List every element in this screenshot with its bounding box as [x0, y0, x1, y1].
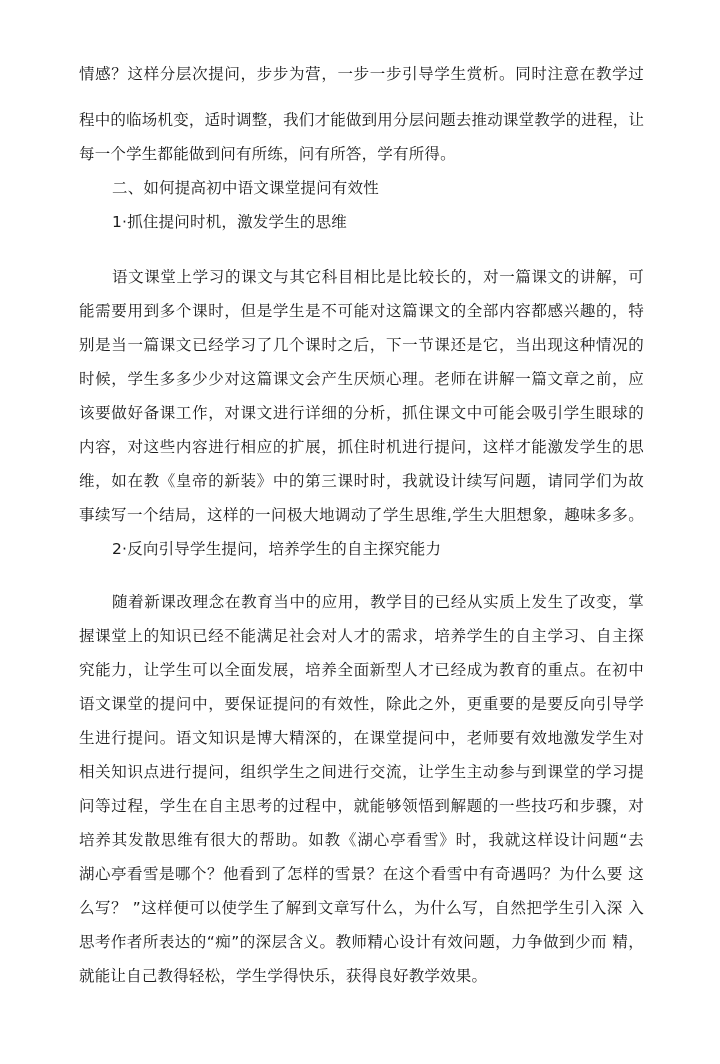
paragraph-line: 时候，学生多多少少对这篇课文会产生厌烦心理。老师在讲解一篇文章之前，应 — [79, 370, 644, 388]
paragraph-line: 培养其发散思维有很大的帮助。如教《湖心亭看雪》时，我就这样设计问题“去 — [79, 831, 644, 849]
paragraph-line: 生进行提问。语文知识是博大精深的，在课堂提问中，老师要有效地激发学生对 — [79, 729, 644, 747]
paragraph-line: 该要做好备课工作，对课文进行详细的分析，抓住课文中可能会吸引学生眼球的 — [79, 404, 644, 422]
subsection-heading: 2·反向引导学生提问，培养学生的自主探究能力 — [112, 540, 442, 558]
paragraph-line: 问等过程，学生在自主思考的过程中，就能够领悟到解题的一些技巧和步骤，对 — [79, 797, 644, 815]
paragraph-line: 事续写一个结局，这样的一问极大地调动了学生思维,学生大胆想象，趣味多多。 — [79, 506, 644, 524]
paragraph-line: 程中的临场机变，适时调整，我们才能做到用分层问题去推动课堂教学的进程，让 — [79, 111, 644, 129]
paragraph-line: 湖心亭看雪是哪个？他看到了怎样的雪景？在这个看雪中有奇遇吗？为什么要 这 — [79, 865, 644, 883]
paragraph-line: 内容，对这些内容进行相应的扩展，抓住时机进行提问，这样才能激发学生的思 — [79, 438, 644, 456]
paragraph-line: 语文课堂的提问中，要保证提问的有效性，除此之外，更重要的是要反向引导学 — [79, 695, 644, 713]
paragraph-line: 别是当一篇课文已经学习了几个课时之后，下一节课还是它，当出现这种情况的 — [79, 336, 644, 354]
paragraph-line: 维，如在教《皇帝的新装》中的第三课时时，我就设计续写问题，请同学们为故 — [79, 472, 644, 490]
paragraph-line: 就能让自己教得轻松，学生学得快乐，获得良好教学效果。 — [79, 967, 488, 985]
paragraph-line: 么写？ ”这样便可以使学生了解到文章写什么，为什么写，自然把学生引入深 入 — [79, 899, 644, 917]
paragraph-line: 每一个学生都能做到问有所练，问有所答，学有所得。 — [79, 145, 456, 163]
paragraph-line: 握课堂上的知识已经不能满足社会对人才的需求，培养学生的自主学习、自主探 — [79, 627, 644, 645]
section-heading: 二、如何提高初中语文课堂提问有效性 — [112, 179, 379, 197]
paragraph-line: 思考作者所表达的“痴”的深层含义。教师精心设计有效问题，力争做到少而 精， — [79, 933, 644, 951]
paragraph-line: 情感？这样分层次提问，步步为营，一步一步引导学生赏析。同时注意在教学过 — [79, 65, 644, 83]
paragraph-line: 相关知识点进行提问，组织学生之间进行交流，让学生主动参与到课堂的学习提 — [79, 763, 644, 781]
paragraph-line: 随着新课改理念在教育当中的应用，教学目的已经从实质上发生了改变，掌 — [112, 593, 644, 611]
paragraph-line: 能需要用到多个课时，但是学生是不可能对这篇课文的全部内容都感兴趣的，特 — [79, 302, 644, 320]
paragraph-line: 语文课堂上学习的课文与其它科目相比是比较长的，对一篇课文的讲解，可 — [112, 268, 644, 286]
subsection-heading: 1·抓住提问时机，激发学生的思维 — [112, 213, 347, 231]
paragraph-line: 究能力，让学生可以全面发展，培养全面新型人才已经成为教育的重点。在初中 — [79, 661, 644, 679]
